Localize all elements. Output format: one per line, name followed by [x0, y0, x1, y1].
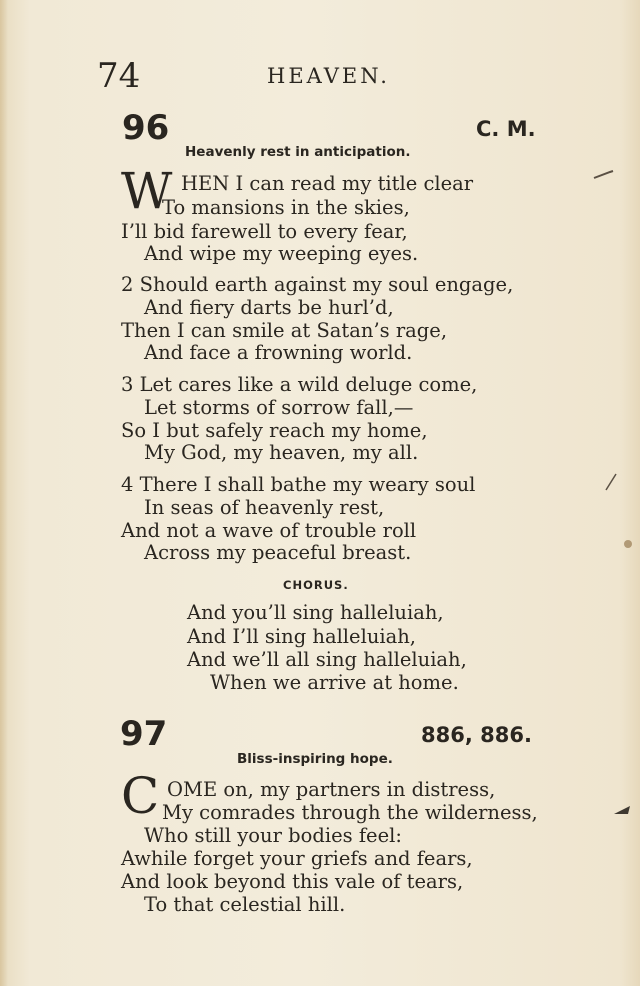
- ink-mark: [592, 168, 616, 182]
- hymn-meter: C. M.: [476, 117, 536, 141]
- verse-line: And look beyond this vale of tears,: [121, 870, 464, 893]
- verse-line: My God, my heaven, my all.: [144, 441, 419, 464]
- running-head: HEAVEN.: [267, 64, 390, 88]
- verse-line: 4 There I shall bathe my weary soul: [121, 473, 476, 496]
- bleed-through: [300, 120, 306, 142]
- chorus-line: And I’ll sing halleluiah,: [187, 625, 416, 648]
- verse-line: And face a frowning world.: [144, 341, 413, 364]
- chorus-line: And we’ll all sing halleluiah,: [187, 648, 467, 671]
- verse-line: And fiery darts be hurl’d,: [144, 296, 394, 319]
- verse-line: So I but safely reach my home,: [121, 419, 428, 442]
- verse-line: And not a wave of trouble roll: [121, 519, 417, 542]
- hymn-subtitle: Bliss-inspiring hope.: [237, 751, 393, 767]
- verse-line: My comrades through the wilderness,: [162, 801, 538, 824]
- verse-line: Across my peaceful breast.: [144, 541, 412, 564]
- drop-cap: W: [121, 162, 173, 220]
- verse-line: To that celestial hill.: [144, 893, 346, 916]
- verse-line: 3 Let cares like a wild deluge come,: [121, 373, 478, 396]
- hymn-subtitle: Heavenly rest in anticipation.: [185, 144, 411, 160]
- verse-line: To mansions in the skies,: [162, 196, 410, 219]
- verse-line: OME on, my partners in distress,: [167, 778, 496, 801]
- chorus-line: And you’ll sing halleluiah,: [187, 601, 444, 624]
- ink-mark: [604, 470, 620, 494]
- ink-mark: [612, 800, 636, 820]
- verse-line: 2 Should earth against my soul engage,: [121, 273, 514, 296]
- verse-line: And wipe my weeping eyes.: [144, 242, 419, 265]
- page-number: 74: [97, 56, 141, 96]
- verse-line: Let storms of sorrow fall,—: [144, 396, 414, 419]
- hymn-number: 96: [122, 108, 170, 148]
- verse-line: Who still your bodies feel:: [144, 824, 402, 847]
- hymn-number: 97: [120, 714, 168, 754]
- page-edge-shadow: [0, 0, 8, 986]
- drop-cap: C: [121, 767, 160, 825]
- verse-line: HEN I can read my title clear: [181, 172, 474, 195]
- verse-line: In seas of heavenly rest,: [144, 496, 385, 519]
- verse-line: I’ll bid farewell to every fear,: [121, 220, 408, 243]
- chorus-line: When we arrive at home.: [210, 671, 459, 694]
- verse-line: Awhile forget your griefs and fears,: [121, 847, 473, 870]
- chorus-heading: CHORUS.: [283, 578, 349, 592]
- hymn-meter: 886, 886.: [421, 723, 532, 747]
- verse-line: Then I can smile at Satan’s rage,: [121, 319, 448, 342]
- foxing-spot: [624, 540, 632, 548]
